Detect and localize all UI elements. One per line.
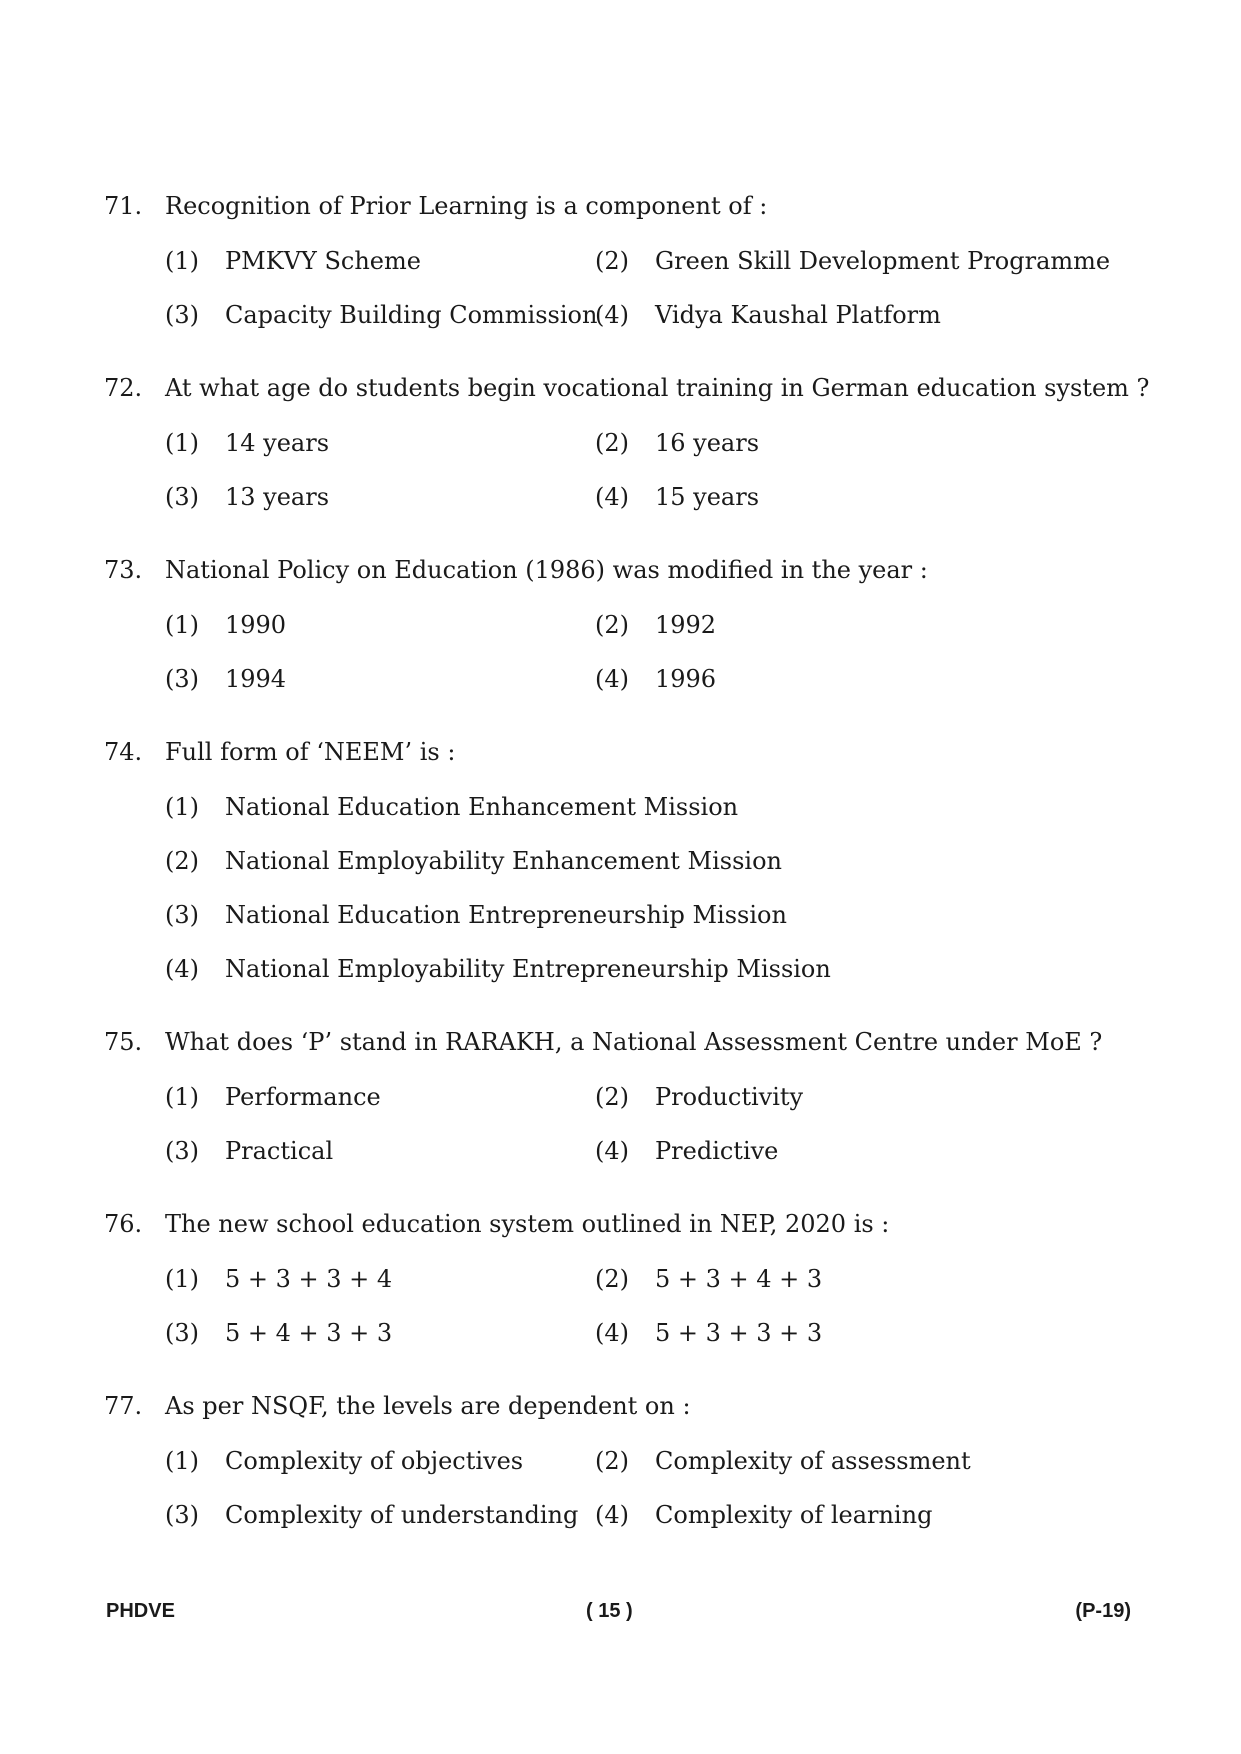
question-stem xyxy=(104,729,1144,775)
option-number: (4) xyxy=(595,665,629,693)
option-text: 5 + 4 + 3 + 3 xyxy=(225,1319,393,1347)
option-text: Predictive xyxy=(655,1137,779,1165)
question-text: At what age do students begin vocational training in German education system ? xyxy=(165,374,1150,402)
option-2 xyxy=(165,841,1144,895)
option-number: (1) xyxy=(165,793,199,821)
option-text: National Education Enhancement Mission xyxy=(225,793,739,821)
option-text: 5 + 3 + 3 + 4 xyxy=(225,1265,393,1293)
option-grid xyxy=(165,1441,1144,1549)
option-number: (1) xyxy=(165,1447,199,1475)
option-grid xyxy=(165,1259,1144,1367)
option-3 xyxy=(165,1495,595,1535)
option-text: National Employability Enhancement Mission xyxy=(225,847,783,875)
question-text: As per NSQF, the levels are dependent on : xyxy=(165,1392,691,1420)
question-number: 71. xyxy=(104,192,143,220)
option-number: (2) xyxy=(595,429,629,457)
option-number: (4) xyxy=(595,1137,629,1165)
option-4 xyxy=(595,1313,822,1353)
question-text: Recognition of Prior Learning is a component of : xyxy=(165,192,768,220)
option-number: (4) xyxy=(165,955,199,983)
option-text: PMKVY Scheme xyxy=(225,247,421,275)
paper-set: (P-19) xyxy=(1075,1600,1131,1622)
option-text: National Education Entrepreneurship Mission xyxy=(225,901,787,929)
question-73 xyxy=(104,547,1144,729)
option-1 xyxy=(165,605,595,645)
option-number: (3) xyxy=(165,301,199,329)
question-number: 75. xyxy=(104,1028,143,1056)
option-row xyxy=(165,1131,1144,1185)
option-grid xyxy=(165,605,1144,713)
page-footer xyxy=(106,1596,1131,1626)
option-row xyxy=(165,241,1144,295)
option-number: (3) xyxy=(165,483,199,511)
question-77 xyxy=(104,1383,1144,1549)
question-stem xyxy=(104,1201,1144,1247)
option-text: Productivity xyxy=(655,1083,804,1111)
option-row xyxy=(165,423,1144,477)
question-number: 76. xyxy=(104,1210,143,1238)
option-4 xyxy=(595,1131,778,1171)
question-text: What does ‘P’ stand in RARAKH, a National Assessment Centre under MoE ? xyxy=(165,1028,1103,1056)
question-number: 74. xyxy=(104,738,143,766)
option-row xyxy=(165,1495,1144,1549)
question-stem xyxy=(104,183,1144,229)
option-number: (2) xyxy=(595,1083,629,1111)
option-number: (3) xyxy=(165,1319,199,1347)
question-number: 73. xyxy=(104,556,143,584)
question-text: The new school education system outlined in NEP, 2020 is : xyxy=(165,1210,890,1238)
option-text: 5 + 3 + 3 + 3 xyxy=(655,1319,823,1347)
option-2 xyxy=(595,1259,822,1299)
option-text: 14 years xyxy=(225,429,330,457)
option-3 xyxy=(165,895,1144,949)
question-number: 72. xyxy=(104,374,143,402)
option-text: 1992 xyxy=(655,611,717,639)
option-row xyxy=(165,1441,1144,1495)
option-text: Practical xyxy=(225,1137,334,1165)
option-row xyxy=(165,1313,1144,1367)
question-stem xyxy=(104,1019,1144,1065)
question-stem xyxy=(104,365,1150,411)
option-4 xyxy=(595,295,941,335)
option-number: (1) xyxy=(165,1265,199,1293)
option-number: (4) xyxy=(595,301,629,329)
option-3 xyxy=(165,477,595,517)
option-2 xyxy=(595,1077,803,1117)
option-text: Complexity of objectives xyxy=(225,1447,524,1475)
option-text: 1996 xyxy=(655,665,717,693)
option-1 xyxy=(165,1259,595,1299)
question-74 xyxy=(104,729,1144,1019)
option-number: (1) xyxy=(165,611,199,639)
option-number: (2) xyxy=(595,1447,629,1475)
option-4 xyxy=(595,477,759,517)
option-1 xyxy=(165,1077,595,1117)
option-1 xyxy=(165,241,595,281)
option-1 xyxy=(165,787,1144,841)
option-2 xyxy=(595,423,759,463)
option-text: 16 years xyxy=(655,429,760,457)
option-grid xyxy=(165,241,1144,349)
option-row xyxy=(165,1259,1144,1313)
option-text: 15 years xyxy=(655,483,760,511)
option-3 xyxy=(165,1131,595,1171)
option-number: (3) xyxy=(165,1501,199,1529)
option-number: (1) xyxy=(165,247,199,275)
option-2 xyxy=(595,1441,971,1481)
option-number: (1) xyxy=(165,1083,199,1111)
option-number: (3) xyxy=(165,665,199,693)
option-text: Vidya Kaushal Platform xyxy=(655,301,941,329)
option-text: Complexity of understanding xyxy=(225,1501,579,1529)
option-number: (4) xyxy=(595,1319,629,1347)
option-number: (4) xyxy=(595,1501,629,1529)
question-text: Full form of ‘NEEM’ is : xyxy=(165,738,456,766)
option-text: 1990 xyxy=(225,611,287,639)
option-number: (3) xyxy=(165,901,199,929)
question-stem xyxy=(104,547,1144,593)
option-text: Complexity of learning xyxy=(655,1501,933,1529)
option-number: (4) xyxy=(595,483,629,511)
option-1 xyxy=(165,1441,595,1481)
option-3 xyxy=(165,1313,595,1353)
option-row xyxy=(165,605,1144,659)
option-number: (2) xyxy=(595,611,629,639)
question-text: National Policy on Education (1986) was modified in the year : xyxy=(165,556,928,584)
question-75 xyxy=(104,1019,1144,1201)
option-number: (2) xyxy=(165,847,199,875)
option-text: National Employability Entrepreneurship Mission xyxy=(225,955,831,983)
question-72 xyxy=(104,365,1150,547)
option-4 xyxy=(595,1495,932,1535)
option-row xyxy=(165,295,1144,349)
option-2 xyxy=(595,241,1110,281)
page-number: ( 15 ) xyxy=(586,1600,633,1622)
option-list xyxy=(165,787,1144,1003)
option-grid xyxy=(165,423,1144,531)
option-3 xyxy=(165,295,598,335)
option-4 xyxy=(595,659,716,699)
option-row xyxy=(165,477,1144,531)
option-row xyxy=(165,1077,1144,1131)
option-1 xyxy=(165,423,595,463)
question-list xyxy=(104,183,1150,1549)
option-number: (3) xyxy=(165,1137,199,1165)
option-number: (2) xyxy=(595,247,629,275)
option-text: 5 + 3 + 4 + 3 xyxy=(655,1265,823,1293)
option-text: Performance xyxy=(225,1083,381,1111)
option-text: 13 years xyxy=(225,483,330,511)
question-71 xyxy=(104,183,1144,365)
option-text: 1994 xyxy=(225,665,287,693)
option-grid xyxy=(165,1077,1144,1185)
option-number: (2) xyxy=(595,1265,629,1293)
paper-code: PHDVE xyxy=(106,1600,175,1622)
question-number: 77. xyxy=(104,1392,143,1420)
option-text: Complexity of assessment xyxy=(655,1447,971,1475)
option-number: (1) xyxy=(165,429,199,457)
option-row xyxy=(165,659,1144,713)
option-2 xyxy=(595,605,716,645)
option-text: Green Skill Development Programme xyxy=(655,247,1111,275)
option-text: Capacity Building Commission xyxy=(225,301,598,329)
question-stem xyxy=(104,1383,1144,1429)
question-76 xyxy=(104,1201,1144,1383)
option-4 xyxy=(165,949,1144,1003)
option-3 xyxy=(165,659,595,699)
